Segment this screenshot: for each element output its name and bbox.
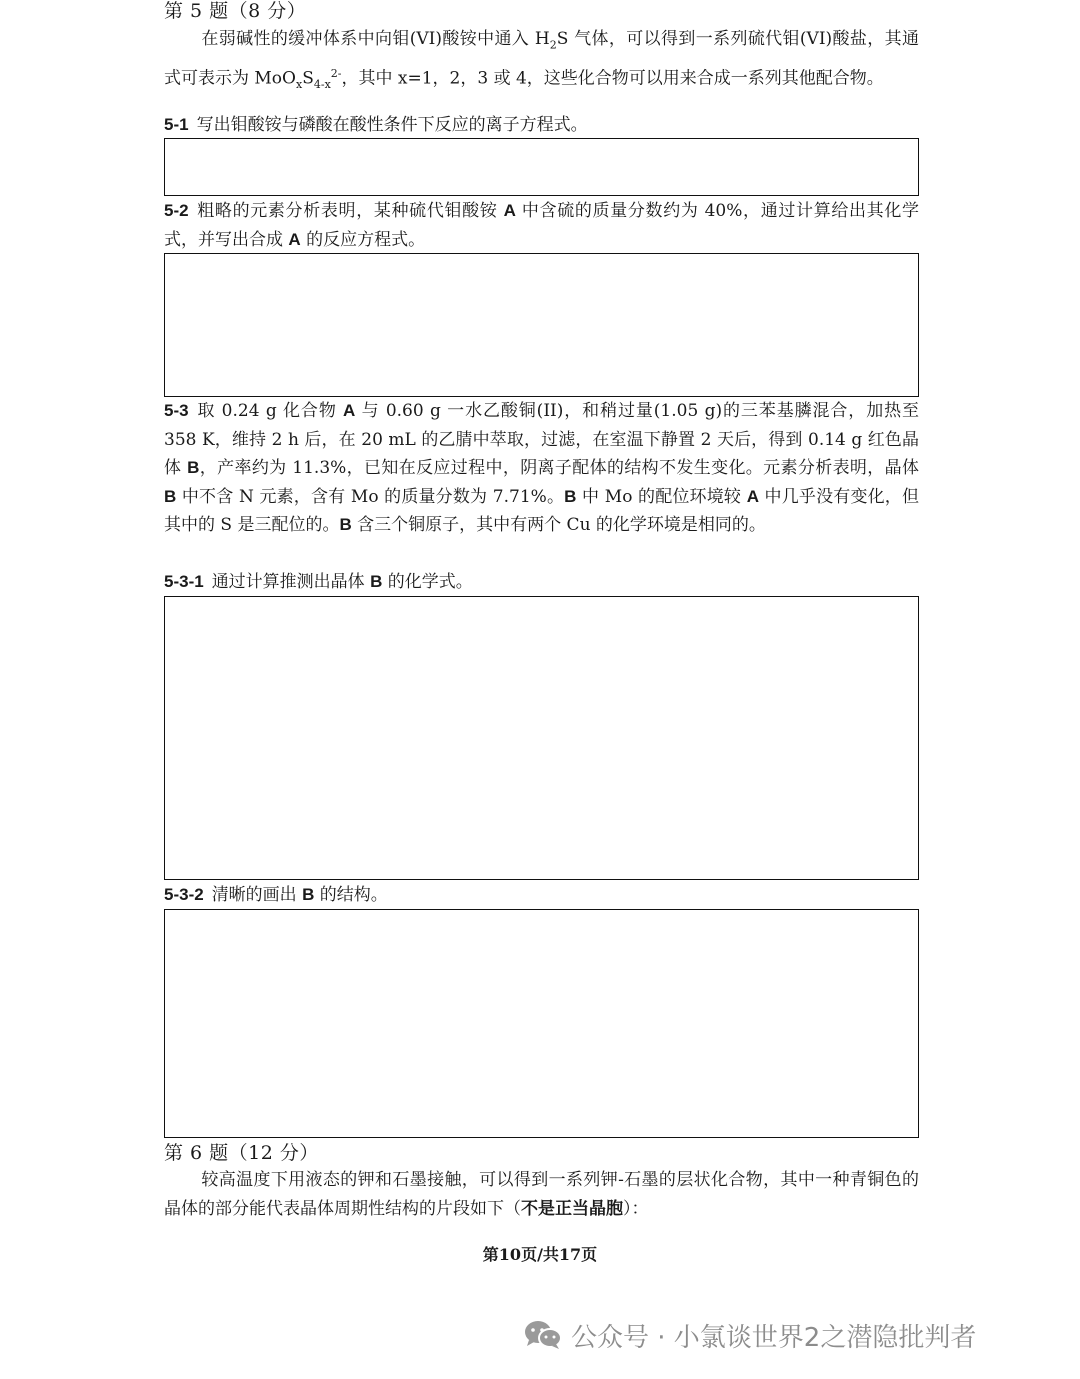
wechat-icon	[523, 1318, 563, 1352]
q5-3-prompt: 5-3 取 0.24 g 化合物 A 与 0.60 g 一水乙酸铜(II)，和稍过量(1.05 g)的三苯基膦混合，加热至 358 K，维持 2 h 后，在 20 mL 的乙腈中萃取，过滤，在室温下静置 2 天后，得到 0.14 g 红色晶体 B，产率约为 11.3%，已知在反应过程中，阴离子配体的结构不发生变化。元素分析表明，晶体 B 中不含 N 元素，含有 Mo 的质量分数为 7.71%。B 中 Mo 的配位环境较 A 中几乎没有变化，但其中的 S 是三配位的。B 含三个铜原子，其中有两个 Cu 的化学环境是相同的。	[164, 401, 919, 535]
q5-heading: 第 5 题（8 分）	[164, 0, 307, 22]
answer-box-5-1[interactable]	[164, 138, 919, 196]
q5-2-prompt: 5-2 粗略的元素分析表明，某种硫代钼酸铵 A 中含硫的质量分数约为 40%，通过计算给出其化学式，并写出合成 A 的反应方程式。	[164, 201, 919, 250]
q5-3-1-prompt: 5-3-1 通过计算推测出晶体 B 的化学式。	[164, 572, 473, 592]
q6-intro: 较高温度下用液态的钾和石墨接触，可以得到一系列钾-石墨的层状化合物，其中一种青铜色的晶体的部分能代表晶体周期性结构的片段如下（不是正当晶胞）：	[164, 1170, 919, 1219]
watermark	[523, 1315, 976, 1355]
q5-3-2-prompt: 5-3-2 清晰的画出 B 的结构。	[164, 885, 388, 905]
q5-intro: 在弱碱性的缓冲体系中向钼(VI)酸铵中通入 $H_2S$ 气体，可以得到一系列硫代钼(VI)酸盐，其通式可表示为 $MoO_xS_{4-x}^{2-}$，其中 x=1，2，3 或 4，这些化合物可以用来合成一系列其他配合物。	[164, 29, 919, 91]
q6-heading: 第 6 题（12 分）	[164, 1142, 319, 1164]
watermark-text: 公众号 · 小氯谈世界2之潜隐批判者	[571, 1322, 977, 1353]
q5-1-prompt: 5-1 写出钼酸铵与磷酸在酸性条件下反应的离子方程式。	[164, 115, 588, 135]
page-number: 第10页/共17页	[482, 1245, 598, 1264]
answer-box-5-2[interactable]	[164, 253, 919, 397]
answer-box-5-3-2[interactable]	[164, 909, 919, 1138]
answer-box-5-3-1[interactable]	[164, 596, 919, 880]
